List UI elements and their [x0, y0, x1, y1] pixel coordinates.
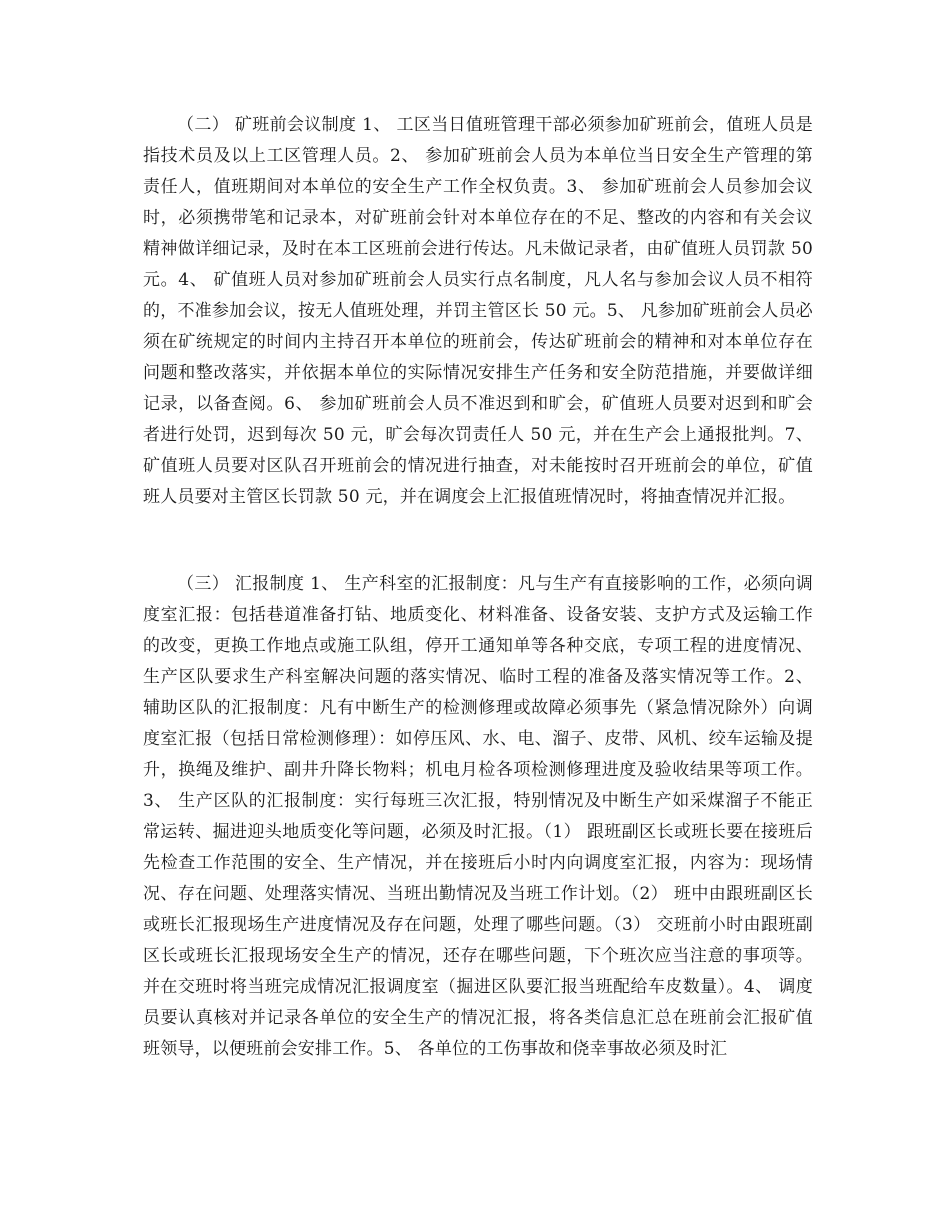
paragraph-reporting-rules: （三） 汇报制度 1、 生产科室的汇报制度：凡与生产有直接影响的工作，必须向调度室汇报：包括巷道准备打钻、地质变化、材料准备、设备安装、支护方式及运输工作的改变，更换工作地点或施工队组，停开工通知单等各种交底，专项工程的进度情况、生产区队要求生产科室解决问题的落实情况、临时工程的准备及落实情况等工作。2、 辅助区队的汇报制度：凡有中断生产的检测修理或故障必须事先（紧急情况除外）向调度室汇报（包括日常检测修理）：如停压风、水、电、溜子、皮带、风机、绞车运输及提升，换绳及维护、副井升降长物料；机电月检各项检测修理进度及验收结果等项工作。3、 生产区队的汇报制度：实行每班三次汇报，特别情况及中断生产如采煤溜子不能正常运转、掘进迎头地质变化等问题，必须及时汇报。（1） 跟班副区长或班长要在接班后先检查工作范围的安全、生产情况，并在接班后小时内向调度室汇报，内容为：现场情况、存在问题、处理落实情况、当班出勤情况及当班工作计划。（2） 班中由跟班副区长或班长汇报现场生产进度情况及存在问题，处理了哪些问题。（3） 交班前小时由跟班副区长或班长汇报现场安全生产的情况，还存在哪些问题，下个班次应当注意的事项等。并在交班时将当班完成情况汇报调度室（掘进区队要汇报当班配给车皮数量）。4、 调度员要认真核对并记录各单位的安全生产的情况汇报，将各类信息汇总在班前会汇报矿值班领导，以便班前会安排工作。5、 各单位的工伤事故和侥幸事故必须及时汇: [143, 574, 813, 1059]
paragraph-shift-meeting-rules: （二） 矿班前会议制度 1、 工区当日值班管理干部必须参加矿班前会，值班人员是指技术员及以上工区管理人员。2、 参加矿班前会人员为本单位当日安全生产管理的第责任人，值班期间对本单位的安全生产工作全权负责。3、 参加矿班前会人员参加会议时，必须携带笔和记录本，对矿班前会针对本单位存在的不足、整改的内容和有关会议精神做详细记录，及时在本工区班前会进行传达。凡未做记录者，由矿值班人员罚款 50 元。4、 矿值班人员对参加矿班前会人员实行点名制度，凡人名与参加会议人员不相符的，不准参加会议，按无人值班处理，并罚主管区长 50 元。5、 凡参加矿班前会人员必须在矿统规定的时间内主持召开本单位的班前会，传达矿班前会的精神和对本单位存在问题和整改落实，并依据本单位的实际情况安排生产任务和安全防范措施，并要做详细记录，以备查阅。6、 参加矿班前会人员不准迟到和旷会，矿值班人员要对迟到和旷会者进行处罚，迟到每次 50 元，旷会每次罚责任人 50 元，并在生产会上通报批判。7、 矿值班人员要对区队召开班前会的情况进行抽查，对未能按时召开班前会的单位，矿值班人员要对主管区长罚款 50 元，并在调度会上汇报值班情况时，将抽查情况并汇报。: [143, 115, 813, 507]
